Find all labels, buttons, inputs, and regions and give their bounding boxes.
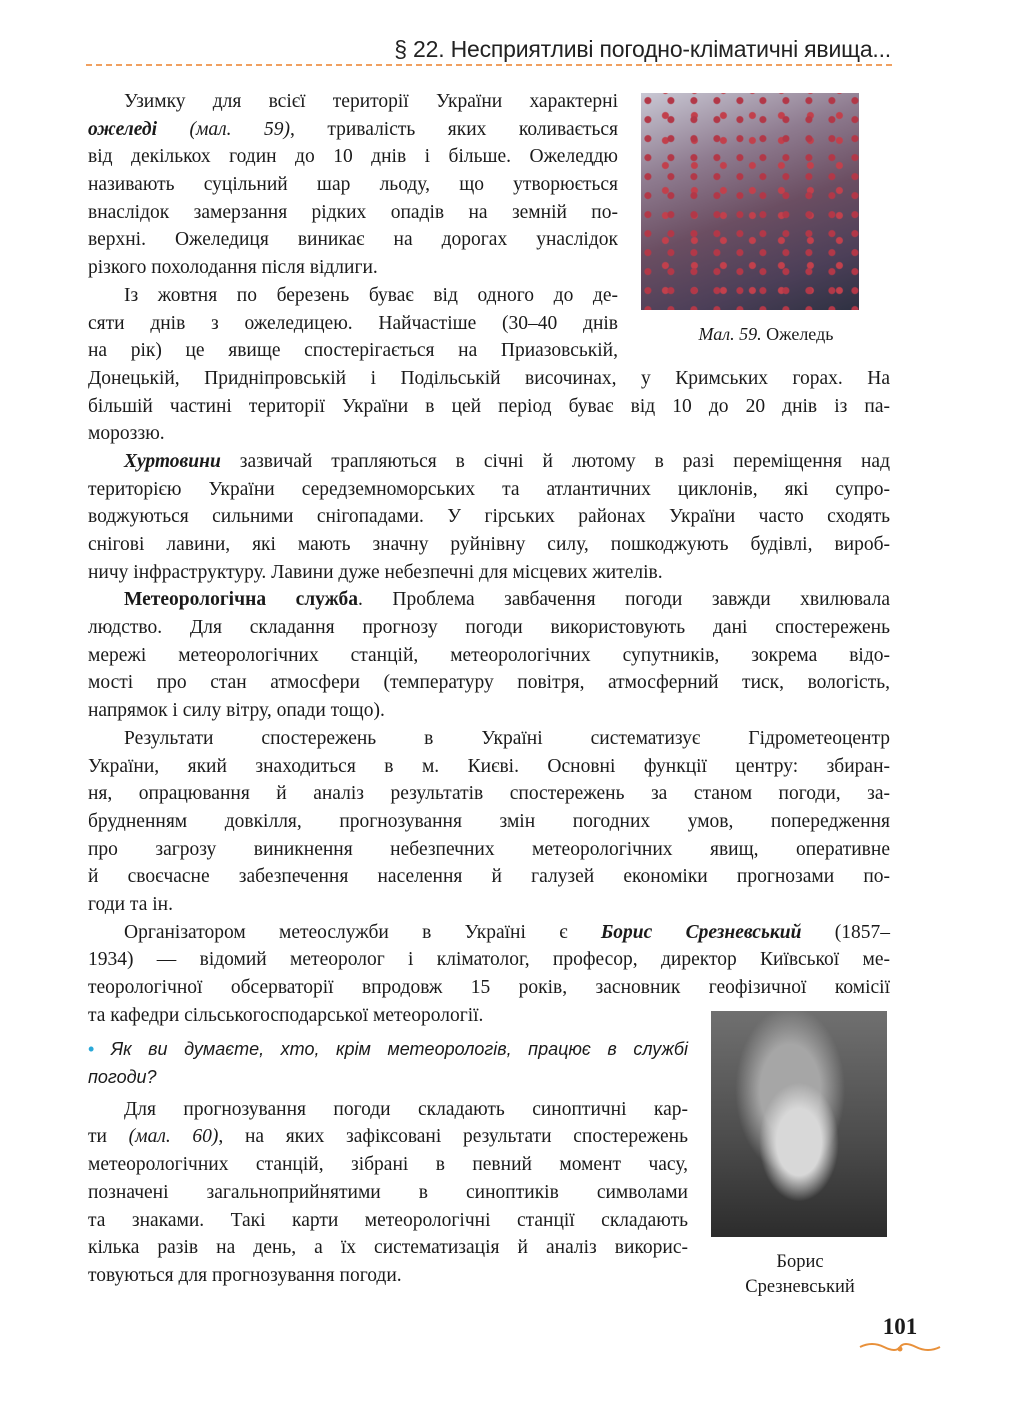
text-run: людство. Для складання прогнозу погоди використовують дані спостережень [88,617,890,639]
text-line [88,642,890,670]
text-run: ня, опрацювання й аналіз результатів спостережень за станом погоди, за- [88,783,890,805]
text-run: мережі метеорологічних станцій, метеорологічних супутників, зокрема відо- [88,644,890,666]
text-line [88,365,890,393]
text-run: Узимку для всієї території України характерні [124,91,618,112]
question-line-1 [88,1036,688,1064]
text-run: напрямок і силу вітру, опади тощо). [88,700,385,722]
text-line [88,448,890,476]
text-run: різкого похолодання після відлиги. [88,257,378,279]
text-line [88,226,618,254]
text-line [88,891,890,919]
text-run: називають суцільний шар льоду, що утворюється [88,174,618,196]
paragraphs-main [88,88,890,1029]
question-text: Як ви думаєте, хто, крім метеорологів, працює в службі [94,1039,688,1060]
text-line [88,836,890,864]
text-run: й своєчасне забезпечення населення й галузей економіки прогнозами по- [88,866,890,888]
text-line [88,919,890,947]
text-line [88,337,618,365]
text-run: снігові лавини, які мають значну руйнівну силу, пошкоджують будівлі, вироб- [88,534,890,555]
ornament-icon [858,1340,942,1354]
text-line [88,1179,688,1207]
portrait-caption-line2: Срезневський [745,1277,855,1297]
text-run: . Проблема завбачення погоди завжди хвилювала [358,589,890,611]
text-line [88,310,618,338]
text-run: про загрозу виникнення небезпечних метеорологічних явищ, оперативне [88,838,890,860]
text-line [88,614,890,642]
text-line [88,420,890,448]
section-header: § 22. Несприятливі погодно-кліматичні явища... [394,36,891,62]
figure-title: Ожеледь [761,324,834,344]
text-run: ти [88,1126,129,1148]
text-run: верхні. Ожеледиця виникає на дорогах унаслідок [88,229,618,251]
text-run: Результати спостережень в Україні систематизує Гідрометеоцентр [124,727,890,749]
text-run: Організатором метеослужби в Україні є [124,921,601,943]
text-line [88,1234,688,1262]
text-line [88,171,618,199]
text-line [88,1096,688,1124]
text-line [88,725,890,753]
emphasized-term: ожеледі [88,118,190,140]
text-run: годи та ін. [88,893,173,915]
text-run: мороззю. [88,423,165,445]
emphasized-term: (мал. 59) [189,118,291,140]
emphasized-term: Метеорологічна служба [124,589,359,611]
portrait-photo [711,1011,887,1237]
text-run: 1934) — відомий метеоролог і кліматолог, професор, директор Київської ме- [88,949,890,971]
text-run: територією України середземноморських та атлантичних циклонів, які супро- [88,478,890,500]
text-run: Із жовтня по березень буває від одного до де- [124,284,618,306]
text-run: України, який знаходиться в м. Києві. Основні функції центру: збиран- [88,755,890,777]
text-run: теорологічної обсерваторії впродовж 15 років, засновник геофізичної комісії [88,977,890,998]
text-line [88,586,890,614]
text-run: Донецькій, Придніпровській і Подільській височинах, у Кримських горах. На [88,367,890,389]
header-divider [86,64,892,66]
figure-number: Мал. 59. [698,324,762,344]
text-run: брудненням довкілля, прогнозування змін погодних умов, попередження [88,810,890,832]
text-line [88,1151,688,1179]
text-line [88,753,890,781]
text-line [88,476,890,504]
emphasized-term: (мал. 60) [128,1126,219,1148]
text-line [88,559,890,587]
emphasized-term: Борис Срезневський [600,921,802,943]
text-line [88,697,890,725]
text-run: сяти днів з ожеледицею. Найчастіше (30–40 днів [88,312,618,334]
text-line [88,254,618,282]
portrait-caption [700,1250,900,1300]
text-line [88,1207,688,1235]
page-number: 101 [882,1314,918,1339]
text-run: воджуються сильними снігопадами. У гірських районах України часто сходять [88,506,890,528]
text-run: внаслідок замерзання рідких опадів на земній по- [88,201,618,223]
text-line [88,780,890,808]
text-run: більшій частині території України в цей період буває від 10 до 20 днів із па- [88,395,890,417]
portrait-caption-line1: Борис [776,1252,824,1272]
question-line-2: погоди? [88,1067,157,1088]
text-line [88,531,890,559]
text-line [88,393,890,421]
text-run: , тривалість яких коливається [290,118,619,140]
text-run: на рік) це явище спостерігається на Приазовській, [88,340,618,362]
text-run: та знаками. Такі карти метеорологічні станції складають [88,1209,688,1231]
text-run: товуються для прогнозування погоди. [88,1264,402,1286]
text-line [88,974,890,1002]
text-run: від декількох годин до 10 днів і більше. Ожеледдю [88,146,618,168]
text-line [88,1123,688,1151]
text-run: ничу інфраструктуру. Лавини дуже небезпечні для місцевих жителів. [88,561,663,583]
text-run: Для прогнозування погоди складають синоптичні кар- [124,1098,688,1120]
text-run: кілька разів на день, а їх систематизація й аналіз викорис- [88,1237,688,1259]
text-line [88,863,890,891]
text-line [88,503,890,531]
text-line [88,282,618,310]
emphasized-term: Хуртовини [124,450,221,472]
text-line [88,669,890,697]
text-line [88,116,618,144]
text-run: , на яких зафіксовані результати спостережень [218,1126,688,1148]
text-line [88,199,618,227]
text-run: зазвичай трапляються в січні й лютому в разі переміщення над [220,450,890,472]
text-line [88,143,618,171]
text-run: метеорологічних станцій, зібрані в певний момент часу, [88,1154,688,1176]
text-run: мості про стан атмосфери (температуру повітря, атмосферний тиск, вологість, [88,672,890,694]
text-line [88,88,618,116]
text-line [88,1262,688,1290]
bullet-icon: • [88,1039,95,1060]
text-run: та кафедри сільськогосподарської метеорології. [88,1004,484,1026]
text-run: позначені загальноприйнятими в синоптиків символами [88,1181,688,1203]
text-run: (1857– [801,921,891,943]
text-line [88,946,890,974]
text-line [88,808,890,836]
